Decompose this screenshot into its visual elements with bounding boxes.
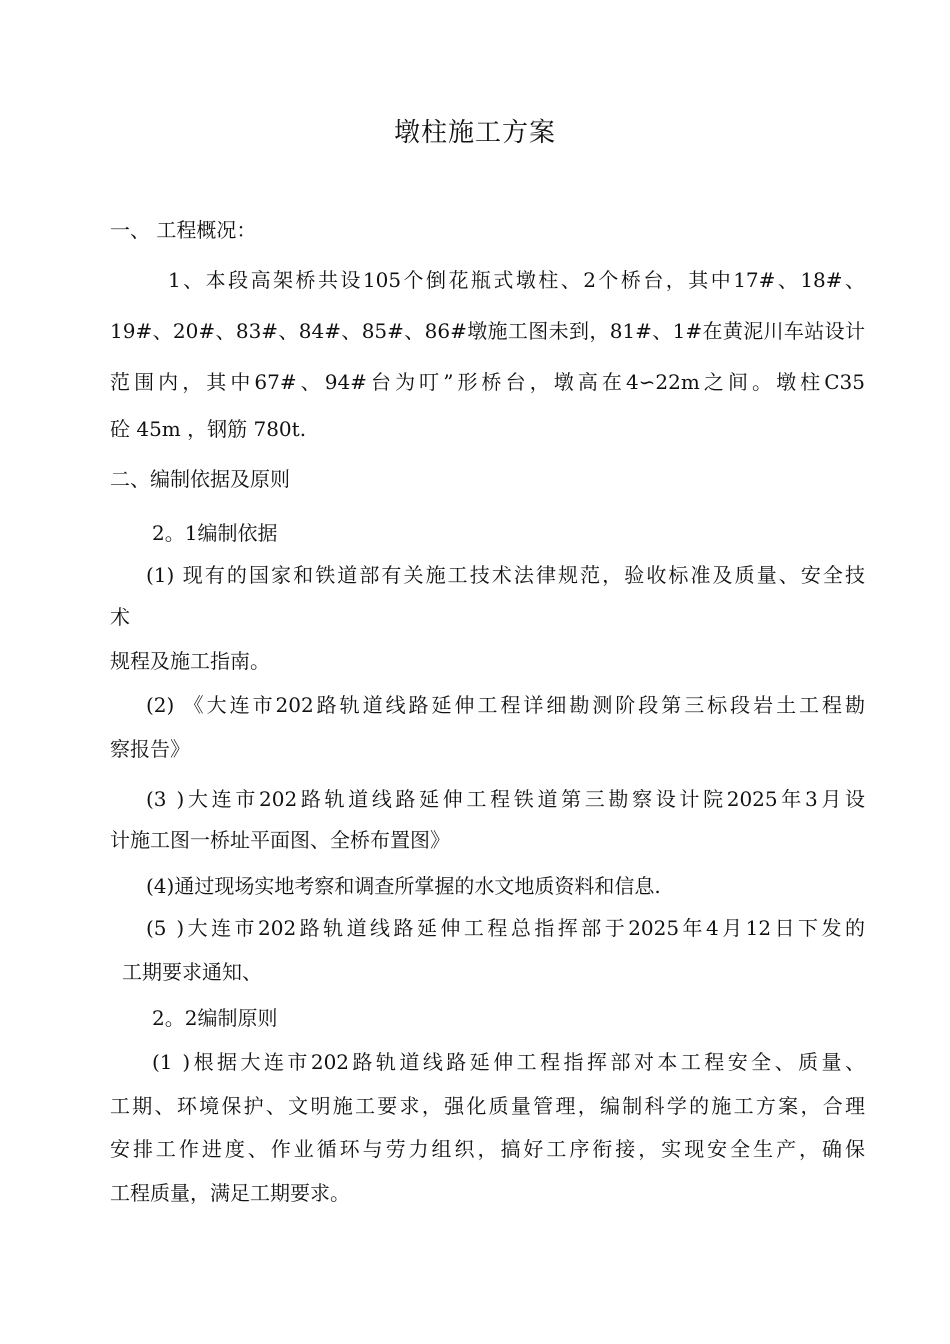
list-item: (5 )大连市202路轨道线路延伸工程总指挥部于2025年4月12日下发的 <box>146 916 865 940</box>
list-item-continued: 工程质量，满足工期要求。 <box>110 1181 350 1205</box>
document-title: 墩柱施工方案 <box>393 118 556 148</box>
list-item-continued: 术 <box>110 605 130 629</box>
subsection-heading: 2。1编制依据 <box>152 521 278 545</box>
section-heading-1: 一、 工程概况： <box>110 218 257 242</box>
list-item: (2) 《大连市202路轨道线路延伸工程详细勘测阶段第三标段岩土工程勘 <box>146 693 865 717</box>
paragraph-line: 1、本段高架桥共设105个倒花瓶式墩柱、2个桥台，其中17#、18#、 <box>168 268 865 292</box>
paragraph-line: 19#、20#、83#、84#、85#、86#墩施工图未到，81#、1#在黄泥川车站设计 <box>110 319 865 343</box>
subsection-heading: 2。2编制原则 <box>152 1006 278 1030</box>
paragraph-line: 范围内，其中67#、94#台为叮”形桥台，墩高在4∽22m之间。墩柱C35 <box>110 370 865 394</box>
list-item: (1 )根据大连市202路轨道线路延伸工程指挥部对本工程安全、质量、 <box>152 1050 865 1074</box>
paragraph-line: 砼 45m ，钢筋 780t. <box>110 417 307 441</box>
section-heading-2: 二、编制依据及原则 <box>110 467 290 491</box>
list-item-continued: 计施工图一桥址平面图、全桥布置图》 <box>110 828 450 852</box>
list-item-continued: 察报告》 <box>110 737 190 761</box>
list-item-continued: 工期、环境保护、文明施工要求，强化质量管理，编制科学的施工方案，合理 <box>110 1094 865 1118</box>
list-item-continued: 安排工作进度、作业循环与劳力组织，搞好工序衔接，实现安全生产，确保 <box>110 1137 865 1161</box>
list-item-continued: 规程及施工指南。 <box>110 649 270 673</box>
list-item: (1) 现有的国家和铁道部有关施工技术法律规范，验收标准及质量、安全技 <box>146 563 865 587</box>
list-item-continued: 工期要求通知、 <box>122 960 262 984</box>
list-item: (4)通过现场实地考察和调查所掌握的水文地质资料和信息. <box>146 874 661 898</box>
list-item: (3 )大连市202路轨道线路延伸工程铁道第三勘察设计院2025年3月设 <box>146 787 865 811</box>
